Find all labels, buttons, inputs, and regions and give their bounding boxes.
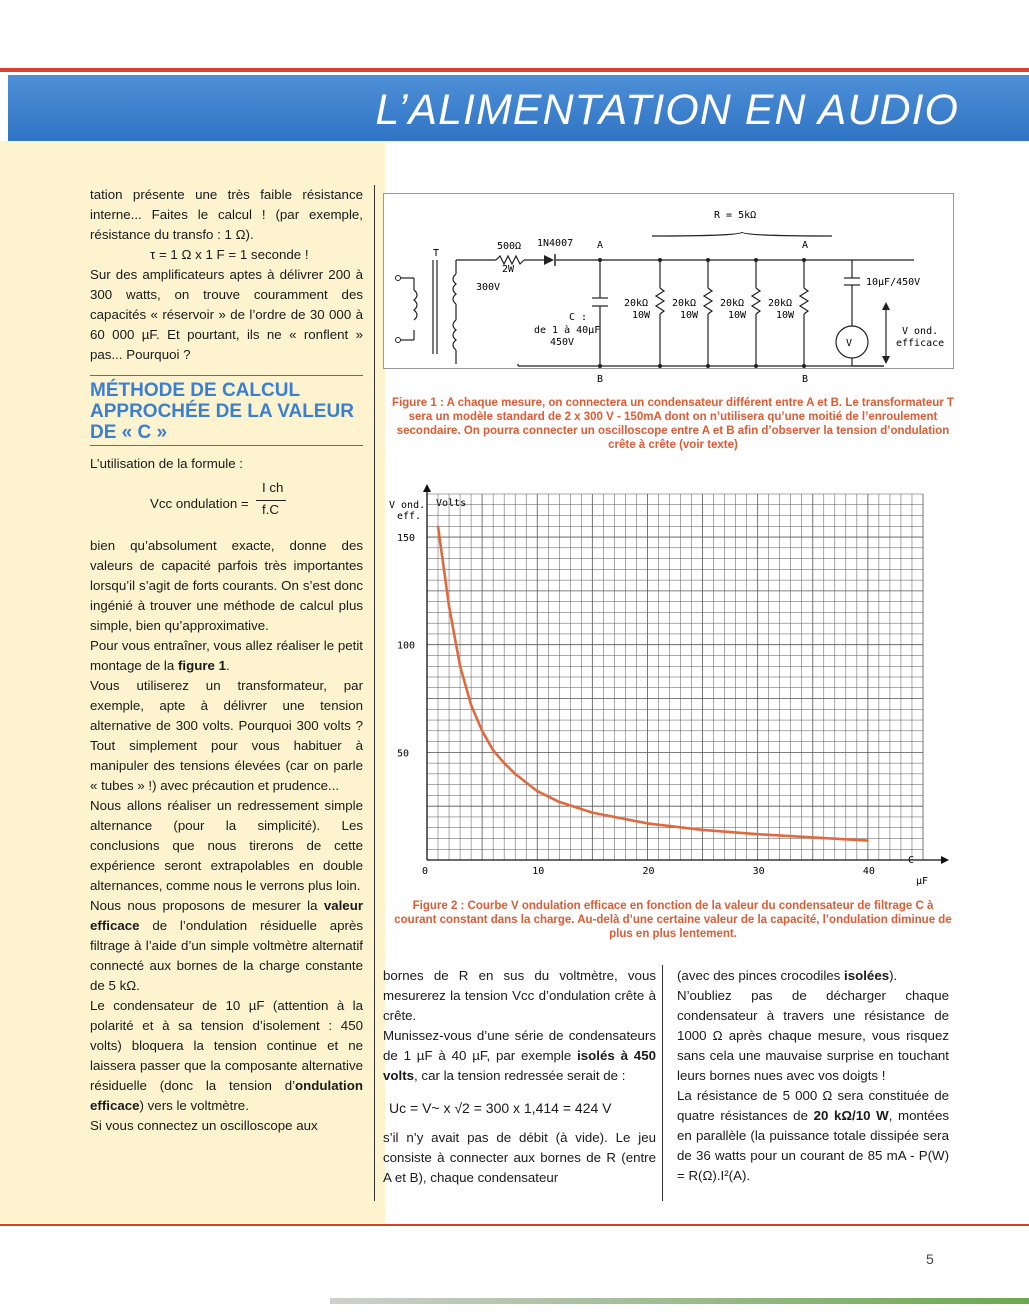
data-point (558, 801, 560, 803)
label-300v: 300V (476, 282, 501, 293)
label-a2: A (802, 240, 809, 251)
formula-denominator: f.C (262, 502, 279, 517)
paragraph: bien qu’absolument exacte, donne des valeurs de capacité parfois très importantes lorsqu’il s’agit de forts courants. On s’est donc ingénié à trouver une méthode de calcul plus simple, bien qu’approximative. (90, 538, 363, 633)
chart-svg (383, 486, 955, 890)
y-tick-label: 150 (397, 533, 416, 545)
x-tick-label: 20 (642, 866, 655, 877)
data-point (702, 829, 704, 831)
data-point (437, 525, 439, 527)
y-tick-label: 100 (397, 640, 416, 652)
data-point (757, 833, 759, 835)
schematic-svg (384, 194, 953, 385)
page-number: 5 (926, 1251, 934, 1267)
data-point (470, 704, 472, 706)
paragraph: Sur des amplificateurs aptes à délivrer 200 à 300 watts, on trouve couramment des capacités « réservoir » de l’ordre de 30 000 à 60 000 µF. Et pourtant, ils ne « ronflent » pas... Pourquoi ? (90, 267, 363, 362)
chart-yunit: Volts (436, 498, 467, 509)
data-point (514, 773, 516, 775)
chart-grid (427, 494, 923, 860)
data-point (867, 840, 869, 842)
label-500: 500Ω (497, 241, 522, 252)
data-point (592, 812, 594, 814)
label-diode: 1N4007 (537, 238, 574, 249)
voltmeter-icon: V (846, 338, 853, 349)
series-line (438, 526, 868, 840)
paragraph: Munissez-vous d’une série de condensateurs de 1 µF à 40 µF, par exemple isolés à 450 volts, car la tension redressée serait de : (383, 1028, 656, 1083)
paragraph: s’il n’y avait pas de débit (à vide). Le jeu consiste à connecter aux bornes de R (entre A et B), chaque condensateur (383, 1130, 656, 1185)
label-r2-w: 10W (680, 310, 699, 321)
y-tick-label: 50 (397, 748, 410, 760)
section-heading: MÉTHODE DE CALCUL APPROCHÉE DE LA VALEUR DE « C » (90, 375, 363, 446)
paragraph: Nous allons réaliser un redressement simple alternance (pour la simplicité). Les conclusions que nous tirerons de cette expérience seront extrapolables en double alternances, comme nous le verrons plus loin. (90, 798, 363, 893)
paragraph: tation présente une très faible résistance interne... Faites le calcul ! (par exemple, résistance du transfo : 1 Ω). (90, 187, 363, 242)
chart-series (437, 525, 868, 841)
figure2-caption: Figure 2 : Courbe V ondulation efficace en fonction de la valeur du condensateur de filtrage C à courant constant dans la charge. Au-delà d’une certaine valeur de la capacité, l’ondulation diminue de plus en plus lentement. (394, 900, 952, 940)
data-point (647, 823, 649, 825)
label-vond: V ond. (902, 326, 939, 337)
label-t: T (433, 248, 440, 259)
label-efficace: efficace (896, 338, 945, 349)
label-r4-w: 10W (776, 310, 795, 321)
right-column (677, 966, 949, 1186)
label-r4: 20kΩ (768, 298, 793, 309)
chart-xunit: µF (916, 876, 929, 887)
ripple-formula (90, 482, 363, 528)
label-c-range: de 1 à 40µF (534, 325, 601, 336)
label-r3: 20kΩ (720, 298, 745, 309)
label-b1: B (597, 374, 604, 385)
chart-ylabel-2: eff. (397, 511, 422, 522)
chart-xlabel: C (908, 855, 915, 866)
label-r1-w: 10W (632, 310, 651, 321)
x-tick-label: 10 (532, 866, 545, 877)
label-2w: 2W (502, 264, 515, 275)
paragraph: Vous utiliserez un transformateur, par exemple, apte à délivrer une tension alternative de 300 volts. Pourquoi 300 volts ? Tout simplement pour vous habituer à manipuler des tensions élevées (car on parle « tubes » !) avec précaution et prudence... (90, 678, 363, 793)
x-tick-label: 40 (862, 866, 875, 877)
label-b2: B (802, 374, 809, 385)
label-r: R = 5kΩ (714, 210, 757, 221)
paragraph: Pour vous entraîner, vous allez réaliser le petit montage de la figure 1. (90, 638, 363, 673)
label-r1: 20kΩ (624, 298, 649, 309)
data-point (481, 730, 483, 732)
chart-axes (423, 484, 949, 864)
tau-formula: τ = 1 Ω x 1 F = 1 seconde ! (150, 247, 309, 262)
x-tick-label: 30 (752, 866, 765, 877)
left-column (0, 141, 385, 1223)
label-a1: A (597, 240, 604, 251)
formula-lhs: Vcc ondulation = (150, 496, 249, 511)
column-divider (662, 965, 663, 1201)
chart-ylabel: V ond. (389, 500, 426, 511)
label-c: C : (569, 312, 588, 323)
figure2-chart (383, 486, 955, 890)
bottom-strip (330, 1298, 1029, 1304)
figure1-schematic (383, 193, 954, 385)
data-point (492, 749, 494, 751)
paragraph: N’oubliez pas de décharger chaque condensateur à travers une résistance de 1000 Ω après chaque mesure, vous risquez sans cela une mauvaise surprise en touchant leurs bornes nues avec vos doigts ! (677, 988, 949, 1083)
y-axis-arrow (423, 484, 431, 492)
footer-rule (0, 1224, 1029, 1226)
x-tick-label: 0 (422, 866, 429, 877)
fraction-bar (256, 500, 286, 501)
paragraph: Si vous connectez un oscilloscope aux (90, 1118, 318, 1133)
label-10uf: 10µF/450V (866, 277, 921, 288)
label-r2: 20kΩ (672, 298, 697, 309)
data-point (536, 790, 538, 792)
chart-ticks (397, 533, 875, 877)
paragraph: Le condensateur de 10 µF (attention à la polarité et à sa tension d’isolement : 450 volts) bloquera la tension continue et ne laissera passer que la composante alternative résiduelle (donc la tension d’ondulation efficace) vers le voltmètre. (90, 998, 363, 1113)
paragraph: Nous nous proposons de mesurer la valeur efficace de l’ondulation résiduelle après filtrage à l’aide d’un simple voltmètre alternatif connecté aux bornes de la charge constante de 5 kΩ. (90, 898, 363, 993)
data-point (812, 837, 814, 839)
paragraph: bornes de R en sus du voltmètre, vous mesurerez la tension Vcc d’ondulation crête à crête. (383, 968, 656, 1023)
data-point (503, 762, 505, 764)
data-point (448, 605, 450, 607)
header-rule (0, 68, 1029, 72)
voltage-formula: Uc = V~ x √2 = 300 x 1,414 = 424 V (389, 1100, 612, 1116)
data-point (459, 665, 461, 667)
label-c-voltage: 450V (550, 337, 575, 348)
formula-numerator: I ch (262, 480, 284, 495)
page-title: L’ALIMENTATION EN AUDIO (375, 86, 959, 134)
paragraph: (avec des pinces crocodiles isolées). (677, 968, 898, 983)
column-divider (374, 185, 375, 1201)
middle-column (383, 966, 656, 1188)
label-r3-w: 10W (728, 310, 747, 321)
header-banner (8, 75, 1029, 141)
paragraph: L’utilisation de la formule : (90, 456, 243, 471)
paragraph: La résistance de 5 000 Ω sera constituée de quatre résistances de 20 kΩ/10 W, montées en parallèle (la puissance totale dissipée sera de 36 watts pour un courant de 85 mA - P(W) = R(Ω).I²(A). (677, 1088, 949, 1183)
figure1-caption: Figure 1 : A chaque mesure, on connectera un condensateur différent entre A et B. Le transformateur T sera un modèle standard de 2 x 300 V - 150mA dont on n’utilisera qu’une moitié de l’enroulement secondaire. On pourra connecter un oscilloscope entre A et B afin d’observer la tension d’ondulation crête à crête (voir texte) (392, 397, 954, 451)
x-axis-arrow (941, 856, 949, 864)
